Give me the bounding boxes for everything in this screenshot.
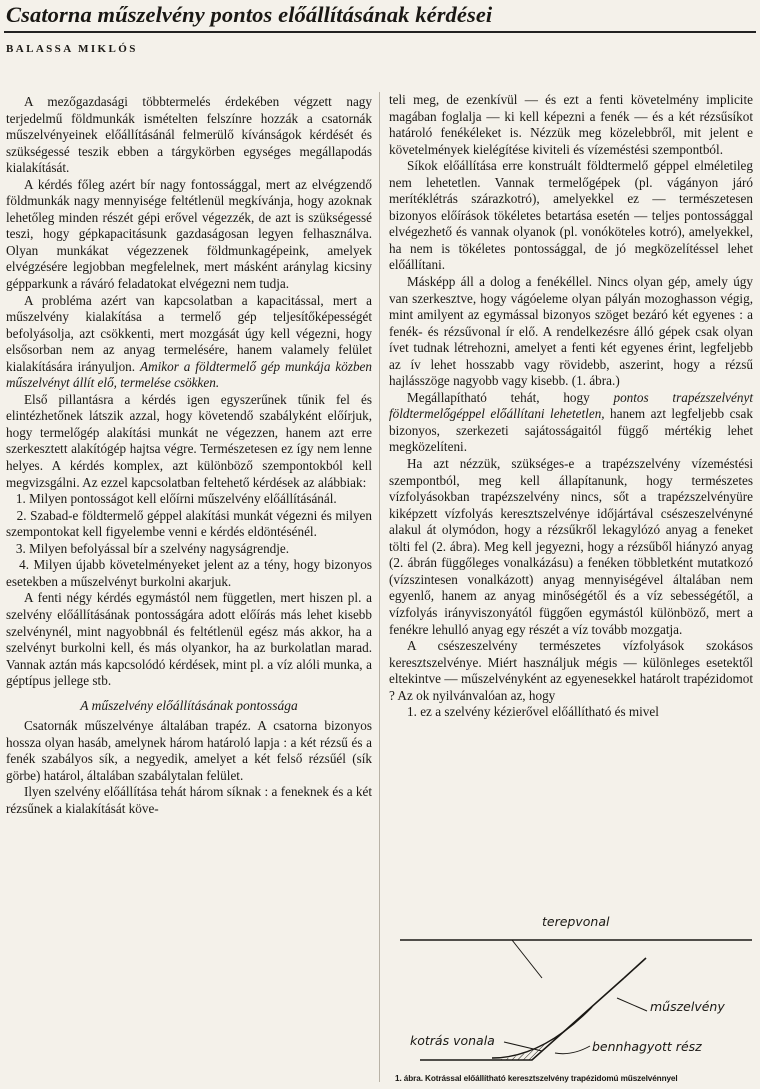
paragraph-text: hanem azt legfeljebb csak bizonyos, szerkezeti sajátosságaitól függő mértékig lehet megközelíteni. xyxy=(389,406,754,455)
section-heading: A műszelvény előállításának pontossága xyxy=(80,697,298,713)
paragraph: A mezőgazdasági többtermelés érdekében végzett nagy terjedelmű földmunkák ismételten felszínre hozzák a csatornák műszelvényeinek előállításánál felmerülő kívánságok kérdését és szükségessé teszik ebben a tárgykörben egységes megállapodás kialakítását. xyxy=(6,94,372,176)
question-text: Szabad-e földtermelő géppel alakítási munkát végezni és milyen szempontokat kell figyelembe venni e kérdés eldöntésénél. xyxy=(6,507,372,540)
question-number: 4. xyxy=(19,557,30,573)
design-section-leader xyxy=(617,998,647,1011)
right-column xyxy=(389,92,753,721)
paragraph xyxy=(6,293,372,392)
left-column xyxy=(6,94,372,818)
paragraph: Ilyen szelvény előállítása tehát három síknak : a feneknek és a két rézsűnek a kialakítását köve- xyxy=(6,784,372,816)
paragraph: Ha azt nézzük, szükséges-e a trapézszelvény vízeméstési szempontból, meg kell állapítanunk, hogy természetes vízfolyásokban trapézszelvény nincs, sőt a trapézszelvényüre kiképzett vízfolyás keresztszelvénye időjártával csészeszelvényné alakul át olymódon, hogy a rézsűkről lekagylózó anyag a feneket tölti fel (2. ábra). Meg kell jegyezni, hogy a rézsűből hiányzó anyag (2. ábrán függőleges vonalkázásu) a fenéken többletként mutatkozó (vízszintesen vonalkázott) anyag mennyiségével általában nem egyenlő, hanem az anyag minőségétől és a víz sebességétől, a vízfolyás irányviszonyától függően egymástól különböző, mert a fenékre lehulló anyag egy részét a víz tovább mozgatja. xyxy=(389,456,753,637)
question-text: Milyen újabb követelményeket jelent az a tény, hogy bizonyos esetekben a műszelvényt burkolni akarjuk. xyxy=(6,557,373,589)
emphasized-text: pontos trapézszelvényt földtermelőgéppel előállítani lehetetlen, xyxy=(389,389,754,422)
author-name: BALASSA MIKLÓS xyxy=(6,43,138,55)
question-item xyxy=(6,557,372,590)
paragraph xyxy=(389,390,753,456)
question-number: 3. xyxy=(15,540,26,556)
paragraph: A csészeszelvény természetes vízfolyások szokásos keresztszelvénye. Miért használjuk mégis — különleges esetektől eltekintve — műszelvényként az egyenesekkel határolt trapézidomot ? Az ok nyilvánvalóan az, hogy xyxy=(389,638,753,703)
paragraph: Első pillantásra a kérdés igen egyszerűnek tűnik fel és elintézhetőnek látszik azzal, hogy követendő szabályként előírjuk, hogy termelőgép alakítási munkát ne végezzen, hanem azt erre szerkesztett alakítógép hajtsa végre. Természetesen ez így nem lenne helyes. A kérdés komplex, azt különböző szempontokból kell megvizsgálni. Az ezzel kapcsolatban feltehető kérdések az alábbiak: xyxy=(6,391,372,490)
question-item xyxy=(6,541,372,558)
paragraph: teli meg, de ezenkívül — és ezt a fenti követelmény implicite magában foglalja — ki kell képezni a fenék — és a két rézsűsíkot határoló fenékéleket is. Nézzük meg közelebbről, mit jelent e követelmények kielégítése kiviteli és vízeméstési szempontból. xyxy=(389,92,753,157)
question-item xyxy=(6,491,372,508)
paragraph-text: Megállapítható tehát, hogy xyxy=(407,389,590,405)
paragraph-text: A probléma azért van kapcsolatban a kapacitással, mert a műszelvény kialakítása a termelő gép teljesítőképességét befolyásolja, azt csökkenti, mert mozgását úgy kell végezni, hogy elsősorban nem az anyag termelésére, hanem valamely felület kialakítására irányuljon. xyxy=(6,292,372,374)
terrain-leader xyxy=(512,940,542,978)
figure-caption: 1. ábra. Kotrással előállítható keresztszelvény trapézidomú műszelvénnyel xyxy=(395,1074,678,1083)
question-number: 1. xyxy=(15,491,26,507)
terrain-label: terepvonal xyxy=(542,914,610,929)
excavation-label: kotrás vonala xyxy=(410,1033,495,1048)
design-section-label: műszelvény xyxy=(650,999,725,1014)
title-rule xyxy=(4,31,756,33)
paragraph: 1. ez a szelvény kézierővel előállítható és mivel xyxy=(407,704,659,720)
question-number: 2. xyxy=(16,507,27,523)
paragraph: A kérdés főleg azért bír nagy fontossággal, mert az elvégzendő földmunkák nagy mennyisége feltétlenül megkívánja, hogy azoknak lehetőleg minden részét gépi erővel végezzék, de azt is szükségessé teszi, hogy gépkapacitásunk gazdaságosan legyen felhasználva. Olyan munkákat végezzenek földmunkagépeink, amelyek elvégzésére legjobban megfelelnek, mert másként aránylag kicsiny gépparkunk a ráváró feladatokat elvégezni nem tudja. xyxy=(6,176,372,292)
remaining-label: bennhagyott rész xyxy=(592,1039,702,1054)
cross-section-diagram xyxy=(392,908,754,1068)
paragraph: Csatornák műszelvénye általában trapéz. A csatorna bizonyos hossza olyan hasáb, amelynek három határoló lapja : a két rézsű és a fenék szabályos sík, a negyedik, amelyet a két felső rézsűél (sík görbe) határol, általában szabálytalan felület. xyxy=(6,718,372,783)
question-text: Milyen pontosságot kell előírni műszelvény előállításánál. xyxy=(29,491,337,507)
design-section-slope xyxy=(624,958,646,978)
remaining-leader xyxy=(555,1046,590,1054)
figure-1 xyxy=(392,908,754,1076)
column-divider xyxy=(379,92,380,1082)
excavation-leader xyxy=(504,1042,542,1051)
paragraph: A fenti négy kérdés egymástól nem független, mert hiszen pl. a szelvény előállításának pontosságára adott előírás más lehet kisebb szelvénynél, mint nagyobbnál és feltétlenül egész más akkor, ha a szelvényt burkolni kell, és más olyankor, ha az burkolatlan marad. Vannak aztán más kapcsolódó kérdések, mint pl. a víz alóli munka, a géptípus jellege stb. xyxy=(6,590,372,689)
paragraph: Síkok előállítása erre konstruált földtermelő géppel elméletileg nem lehetetlen. Vannak termelőgépek (pl. vágányon járó merítéklétrás szárazkotró), amelyekkel ez — természetesen bizonyos előírások tökéletes betartása esetén — teljes pontossággal elvégezhető és vannak olyanok (pl. vonóköteles kotró), amelyekkel, ha nem is tökéletes pontossággal, de jó megközelítéssel lehet előállítani. xyxy=(389,158,753,273)
article-title: Csatorna műszelvény pontos előállításának kérdései xyxy=(6,2,493,27)
emphasized-text: Amikor a földtermelő gép munkája közben műszelvényt állít elő, termelése csökken. xyxy=(6,358,372,391)
question-text: Milyen befolyással bír a szelvény nagyságrendje. xyxy=(29,540,290,556)
paragraph: Másképp áll a dolog a fenékéllel. Nincs olyan gép, amely úgy van szerkesztve, hogy vágóeleme olyan pályán mozoghasson végig, mint amilyent az egymással bizonyos szöget bezáró két egyenes : a fenék- és rézsűvonal ír elő. A rendelkezésre álló gépek csak olyan ívet tudnak létrehozni, amelyet a fenti két egyenes érint, legfeljebb az ív lehet hosszabb vagy rövidebb, aszerint, hogy a rézsű hajlásszöge nagyobb vagy kisebb. (1. ábra.) xyxy=(389,274,753,389)
question-item xyxy=(6,508,372,541)
